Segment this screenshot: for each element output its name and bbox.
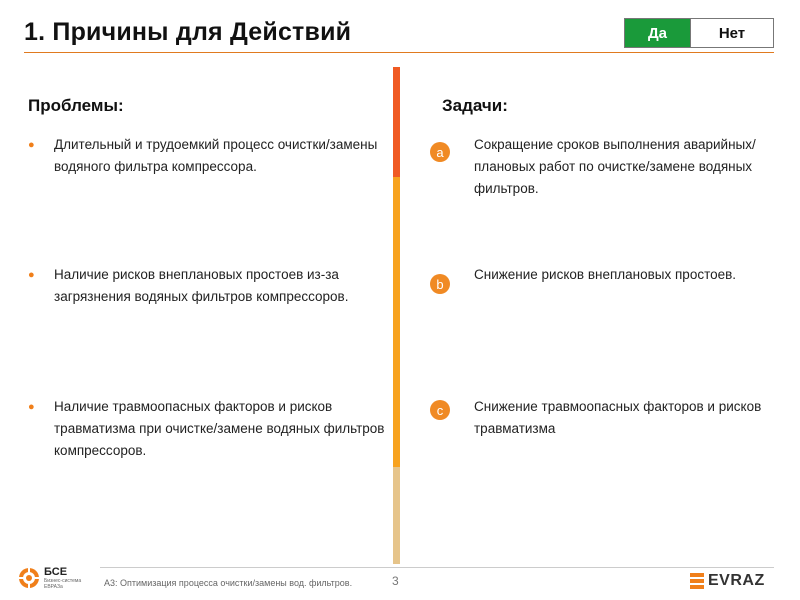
title-divider [24,52,774,53]
divider-segment-top [393,67,400,177]
problem-text: Наличие рисков внеплановых простоев из-за загрязнения водяных фильтров компрессоров. [54,267,349,304]
divider-segment-bottom [393,467,400,564]
bullet-icon: ● [28,401,35,413]
problem-item [28,264,388,308]
bse-logo [18,564,90,592]
column-divider [393,67,400,564]
page-title: 1. Причины для Действий [24,18,352,46]
task-marker-c: c [430,400,450,420]
task-text: Снижение рисков внеплановых простоев. [474,267,737,282]
no-button[interactable]: Нет [691,19,773,47]
evraz-logo [690,572,765,590]
problem-text: Длительный и трудоемкий процесс очистки/замены водяного фильтра компрессора. [54,137,378,174]
bse-logo-title: БСЕ [44,566,68,578]
footer-divider [100,567,774,568]
problem-item [28,134,388,178]
task-text: Сокращение сроков выполнения аварийных/плановых работ по очистке/замене водяных фильтров. [474,137,756,196]
divider-segment-middle [393,177,400,467]
problem-item [28,396,388,462]
yes-button[interactable]: Да [625,19,691,47]
bse-logo-subtitle: Бизнес-система ЕВРАЗа [44,578,82,590]
evraz-wordmark: EVRAZ [708,572,765,589]
problem-text: Наличие травмоопасных факторов и рисков травматизма при очистке/замене водяных фильтров компрессоров. [54,399,385,458]
task-marker-b: b [430,274,450,294]
bullet-icon: ● [28,139,35,151]
tasks-heading: Задачи: [442,96,508,115]
bse-emblem-icon [18,567,40,589]
footer-caption: А3: Оптимизация процесса очистки/замены вод. фильтров. [104,578,353,588]
task-marker-a: a [430,142,450,162]
yes-no-toggle[interactable] [624,18,774,48]
page-number: 3 [392,574,399,588]
bullet-icon: ● [28,269,35,281]
evraz-mark-icon [690,573,704,589]
task-text: Снижение травмоопасных факторов и рисков травматизма [474,399,762,436]
problems-heading: Проблемы: [28,96,124,115]
